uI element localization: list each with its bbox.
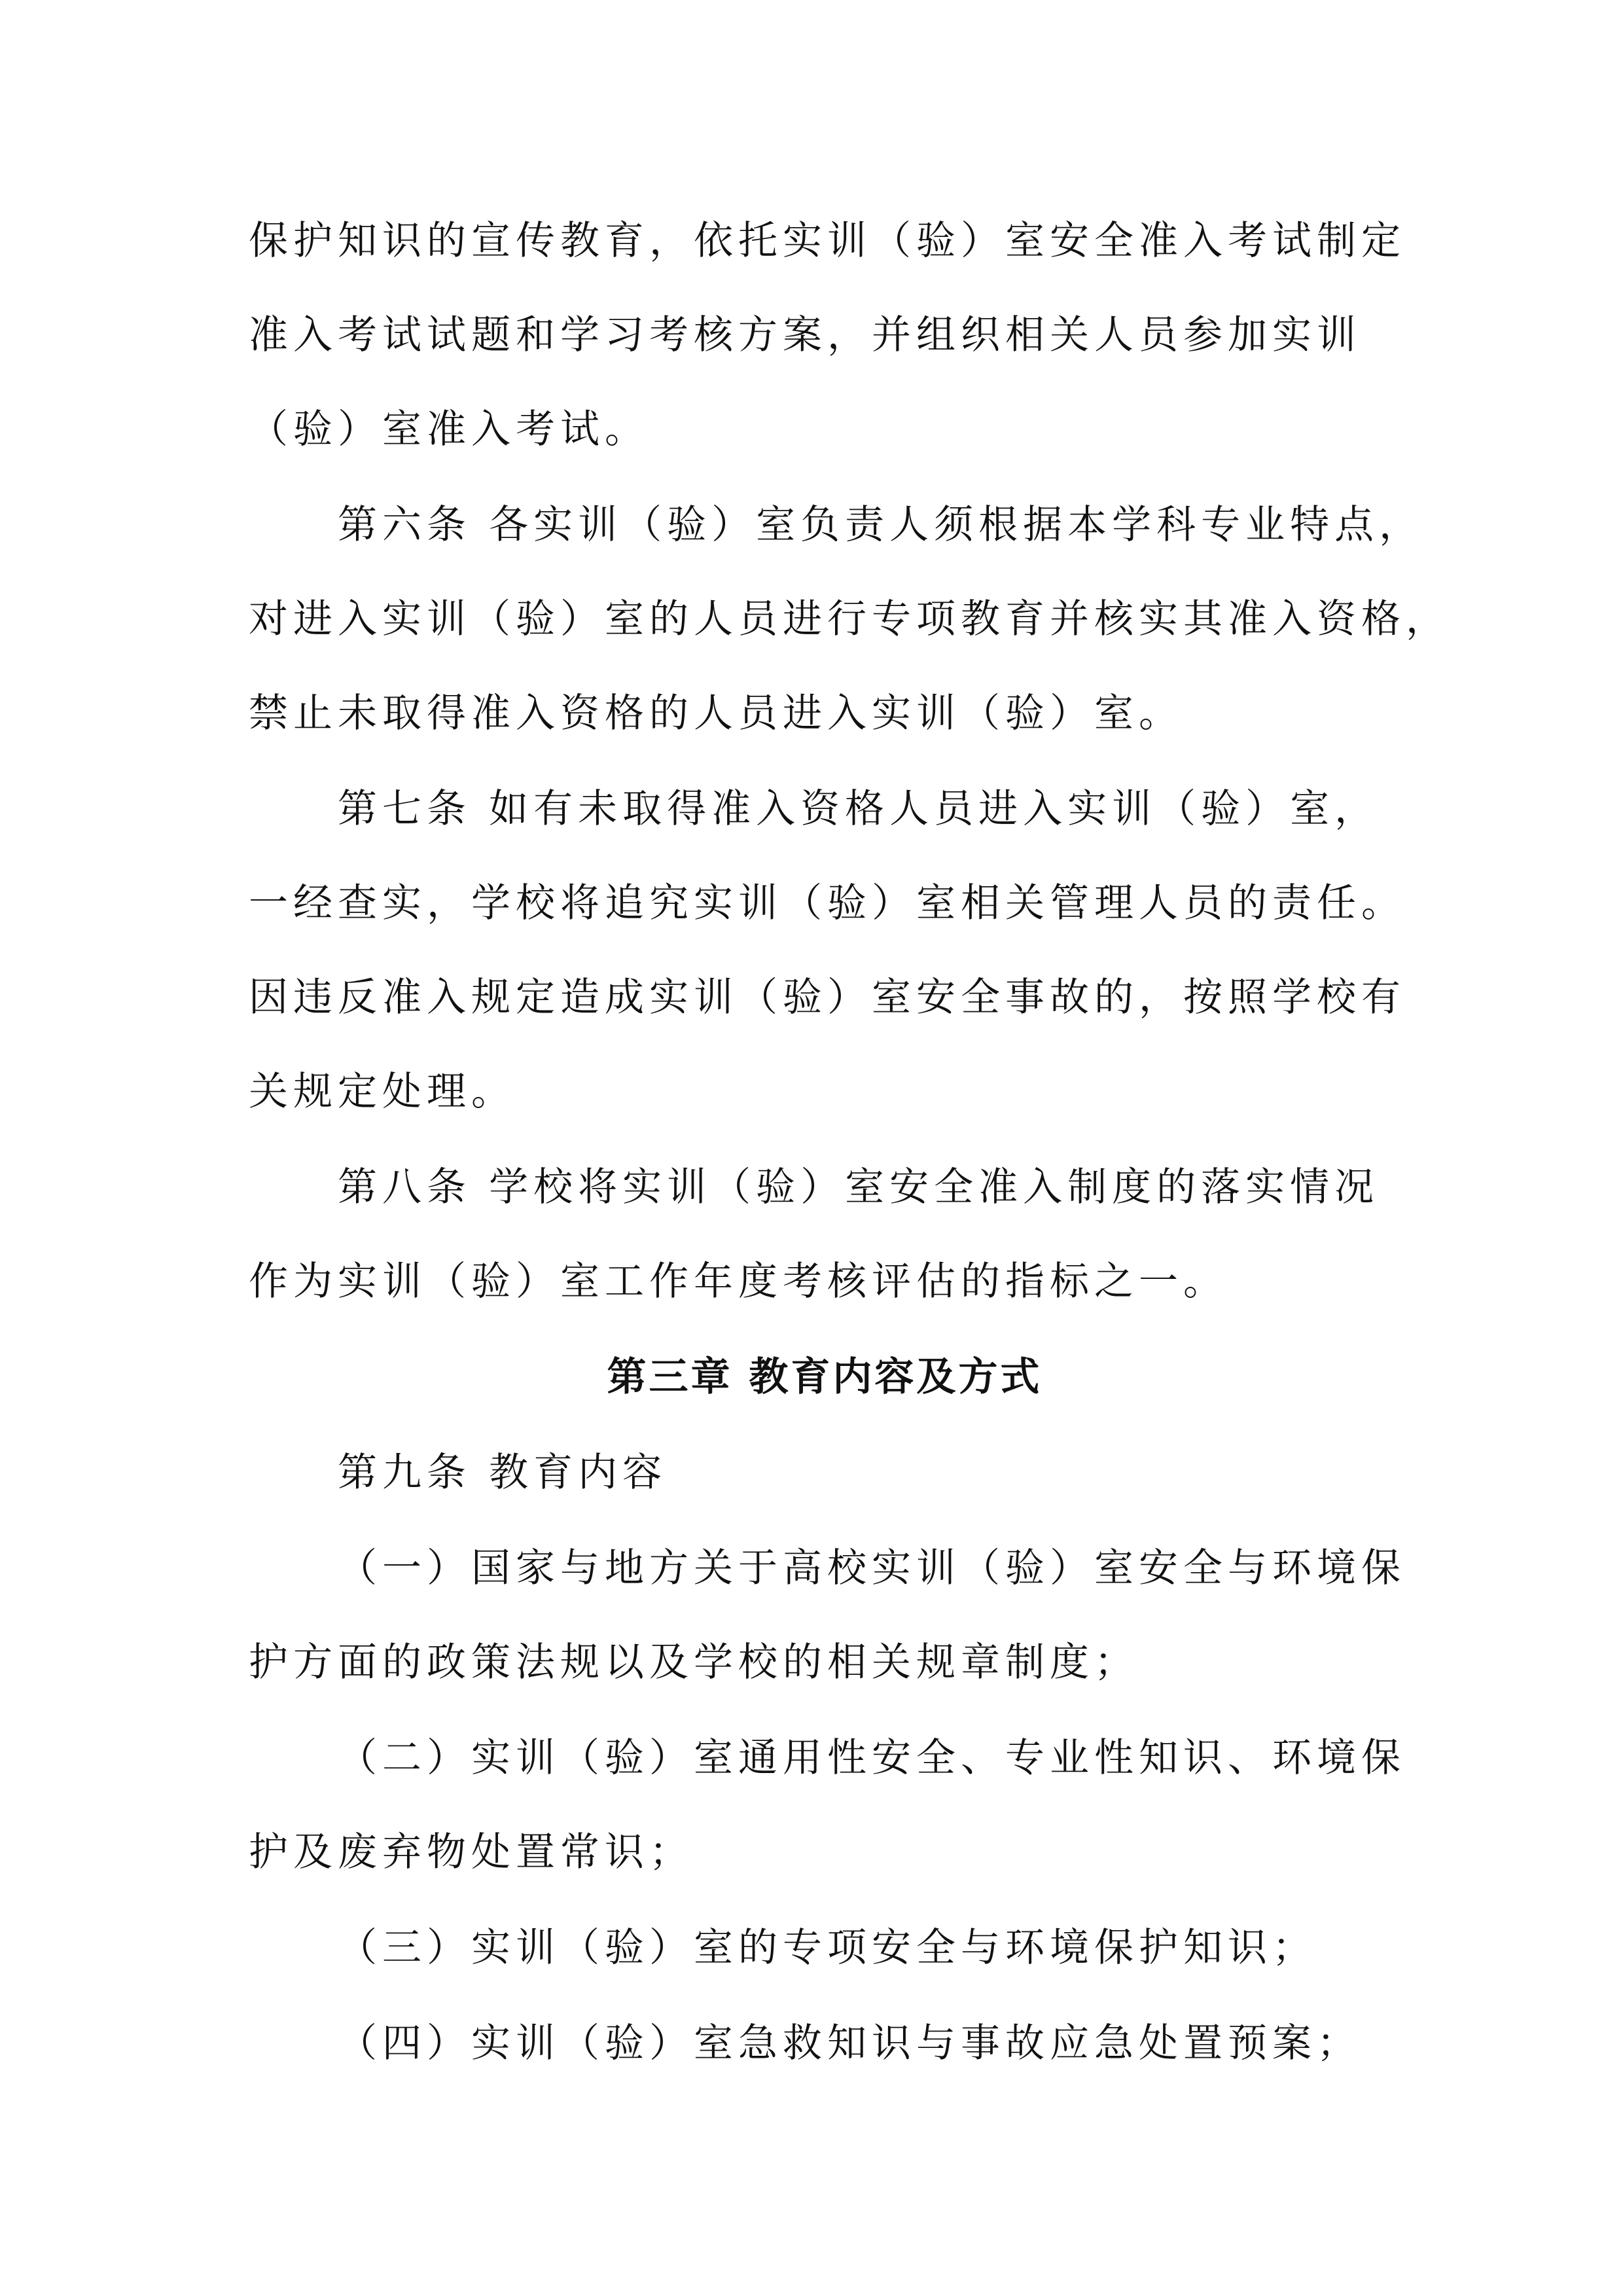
text-line: （二）实训（验）室通用性安全、专业性知识、环境保 bbox=[338, 1735, 1406, 1781]
text-line: 禁止未取得准入资格的人员进入实训（验）室。 bbox=[249, 691, 1183, 736]
text-line: 护及废弃物处置常识； bbox=[249, 1829, 694, 1875]
text-line: 准入考试试题和学习考核方案，并组织相关人员参加实训 bbox=[249, 312, 1361, 358]
article-8 bbox=[249, 1140, 1380, 1329]
text-line: 一经查实，学校将追究实训（验）室相关管理人员的责任。 bbox=[249, 880, 1406, 926]
text-line: （验）室准入考试。 bbox=[249, 406, 649, 452]
article-7 bbox=[249, 762, 1406, 1139]
list-item: （四）实训（验）室急救知识与事故应急处置预案； bbox=[338, 2020, 1361, 2066]
text-line: 护方面的政策法规以及学校的相关规章制度； bbox=[249, 1640, 1139, 1685]
article-6 bbox=[249, 478, 1450, 761]
list-item bbox=[249, 1711, 1406, 1899]
text-line: 第六条 各实训（验）室负责人须根据本学科专业特点， bbox=[338, 502, 1424, 548]
list-item: （三）实训（验）室的专项安全与环境保护知识； bbox=[338, 1925, 1317, 1971]
document-page bbox=[249, 194, 1450, 2090]
list-item bbox=[249, 1521, 1406, 1710]
chapter-heading: 第三章 教育内容及方式 bbox=[607, 1354, 1043, 1400]
text-line: （一）国家与地方关于高校实训（验）室安全与环境保 bbox=[338, 1545, 1406, 1591]
article-9-title: 第九条 教育内容 bbox=[338, 1450, 668, 1496]
text-line: 作为实训（验）室工作年度考核评估的指标之一。 bbox=[249, 1259, 1228, 1304]
text-line: 因违反准入规定造成实训（验）室安全事故的，按照学校有 bbox=[249, 975, 1406, 1020]
text-line: 第七条 如有未取得准入资格人员进入实训（验）室， bbox=[338, 786, 1380, 832]
text-line: 对进入实训（验）室的人员进行专项教育并核实其准入资格， bbox=[249, 596, 1450, 642]
text-line: 第八条 学校将实训（验）室安全准入制度的落实情况 bbox=[338, 1164, 1380, 1210]
text-line: 关规定处理。 bbox=[249, 1069, 516, 1115]
text-line: 保护知识的宣传教育，依托实训（验）室安全准入考试制定 bbox=[249, 218, 1406, 264]
paragraph-continued bbox=[249, 194, 1406, 476]
